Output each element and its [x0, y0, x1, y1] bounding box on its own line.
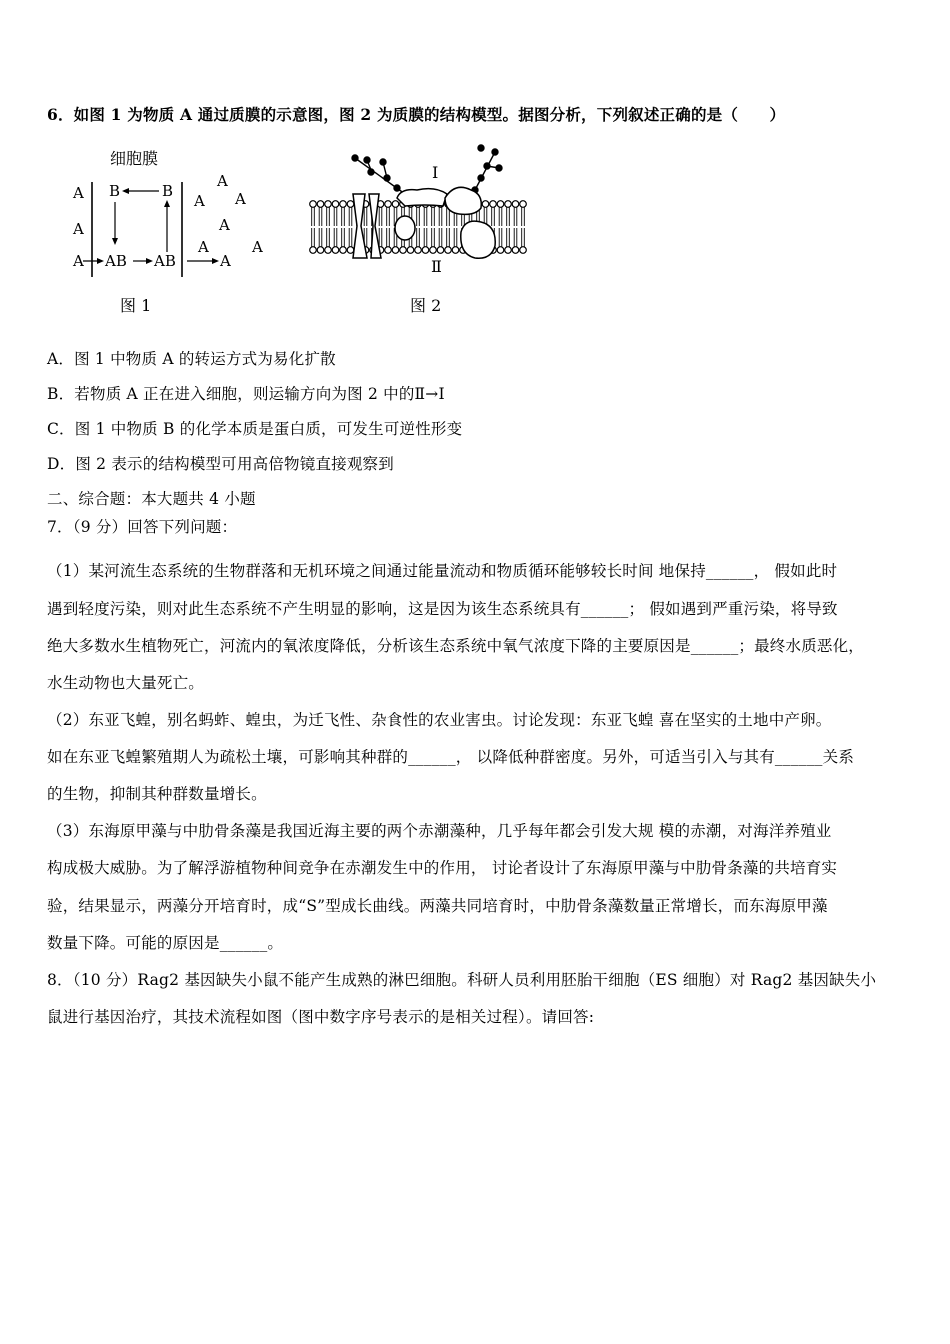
embedded-protein-small — [395, 216, 415, 240]
arrowhead-ab-to-ab — [146, 258, 153, 264]
lipid-head — [445, 247, 452, 254]
fig1-b-inner-right: B — [162, 182, 174, 200]
figure-2 — [305, 142, 535, 320]
lipid-head — [317, 247, 324, 254]
lipid-head — [310, 247, 317, 254]
arrowhead-ab-up — [164, 200, 170, 207]
fig1-a-right-2: A — [194, 192, 205, 210]
q7-line-10: 验，结果显示，两藻分开培育时，成“S”型成长曲线。两藻共同培育时，中肋骨条藻数量正常增长，而东海原甲藻 — [47, 897, 828, 915]
lipid-head — [512, 201, 519, 208]
section-heading: 二、综合题：本大题共 4 小题 — [47, 490, 256, 508]
q7-line-4: 水生动物也大量死亡。 — [47, 674, 205, 692]
fig1-a-right-5: A — [198, 238, 209, 256]
fig2-label-bottom: Ⅱ — [431, 257, 442, 276]
fig1-b-inner-left: B — [109, 182, 121, 200]
arrowhead-b-to-b — [122, 188, 129, 194]
lipid-head — [520, 201, 527, 208]
fig1-a-right-3: A — [235, 190, 246, 208]
fig1-a-left-2: A — [73, 220, 84, 238]
figure-1 — [62, 142, 282, 320]
lipid-head — [325, 201, 332, 208]
lipid-head — [340, 247, 347, 254]
lipid-head — [482, 201, 489, 208]
lipid-head — [415, 247, 422, 254]
q7-line-6: 如在东亚飞蝗繁殖期人为疏松土壤，可影响其种群的______， 以降低种群密度。另外，可适当引入与其有______关系 — [47, 748, 855, 766]
question-7-stem: 7．（9 分）回答下列问题： — [47, 518, 238, 536]
fig1-a-left-1: A — [73, 184, 84, 202]
lipid-head — [400, 247, 407, 254]
lipid-head — [497, 201, 504, 208]
lipid-head — [505, 201, 512, 208]
q7-line-2: 遇到轻度污染，则对此生态系统不产生明显的影响，这是因为该生态系统具有______； 假如遇到严重污染，将导致 — [47, 600, 838, 618]
option-d: D．图 2 表示的结构模型可用高倍物镜直接观察到 — [47, 455, 394, 473]
lipid-head — [407, 247, 414, 254]
option-c: C．图 1 中物质 B 的化学本质是蛋白质，可发生可逆性形变 — [47, 420, 463, 438]
fig1-ab-left: AB — [105, 252, 127, 270]
lipid-head — [310, 201, 317, 208]
transmembrane-protein-large — [461, 221, 495, 258]
lipid-head — [347, 201, 354, 208]
fig1-a-right-4: A — [219, 216, 230, 234]
q7-line-11: 数量下降。可能的原因是______。 — [47, 934, 284, 952]
peripheral-protein — [397, 189, 447, 206]
lipid-head — [385, 247, 392, 254]
lipid-head — [317, 201, 324, 208]
lipid-head — [332, 247, 339, 254]
figure-2-diagram — [305, 142, 535, 320]
q7-line-3: 绝大多数水生植物死亡，河流内的氧浓度降低，分析该生态系统中氧气浓度下降的主要原因是______；最终水质恶化， — [47, 637, 865, 655]
lipid-head — [497, 247, 504, 254]
lipid-head — [520, 247, 527, 254]
lipid-head — [430, 247, 437, 254]
lipid-head — [422, 247, 429, 254]
lipid-head — [340, 201, 347, 208]
q7-line-5: （2）东亚飞蝗，别名蚂蚱、蝗虫，为迁飞性、杂食性的农业害虫。讨论发现：东亚飞蝗 喜在坚实的土地中产卵。 — [47, 711, 832, 729]
lipid-head — [452, 247, 459, 254]
lipid-head — [437, 247, 444, 254]
fig1-caption: 图 1 — [120, 296, 152, 315]
lipid-head — [512, 247, 519, 254]
figure-1-diagram — [62, 142, 282, 320]
lipid-head — [505, 247, 512, 254]
q7-line-8: （3）东海原甲藻与中肋骨条藻是我国近海主要的两个赤潮藻种，几乎每年都会引发大规 模的赤潮，对海洋养殖业 — [47, 822, 832, 840]
lipid-head — [490, 201, 497, 208]
question-6-stem: 6．如图 1 为物质 A 通过质膜的示意图，图 2 为质膜的结构模型。据图分析，下列叙述正确的是（ ） — [47, 105, 786, 124]
arrowhead-a-out — [212, 258, 219, 264]
q7-line-9: 构成极大威胁。为了解浮游植物种间竞争在赤潮发生中的作用， 讨论者设计了东海原甲藻与中肋骨条藻的共培育实 — [47, 859, 838, 877]
option-a: A．图 1 中物质 A 的转运方式为易化扩散 — [47, 350, 336, 368]
lipid-head — [347, 247, 354, 254]
fig1-a-left-3: A — [73, 252, 84, 270]
lipid-head — [392, 201, 399, 208]
glycan-chain-left — [352, 155, 408, 197]
glycan-chain-right — [472, 145, 502, 193]
fig1-a-right-6: A — [252, 238, 263, 256]
lipid-head — [385, 201, 392, 208]
fig2-label-top: Ⅰ — [432, 163, 439, 182]
option-b: B．若物质 A 正在进入细胞，则运输方向为图 2 中的Ⅱ→Ⅰ — [47, 385, 445, 403]
fig2-caption: 图 2 — [410, 296, 442, 315]
arrowhead-b-down — [112, 238, 118, 245]
fig1-membrane-title: 细胞膜 — [110, 149, 159, 168]
lipid-head — [325, 247, 332, 254]
q8-line-2: 鼠进行基因治疗，其技术流程如图（图中数字序号表示的是相关过程）。请回答: — [47, 1008, 595, 1026]
lipid-head — [332, 201, 339, 208]
q7-line-7: 的生物，抑制其种群数量增长。 — [47, 785, 267, 803]
fig1-ab-right: AB — [154, 252, 176, 270]
fig1-a-right-1: A — [217, 172, 228, 190]
q8-line-1: 8．（10 分）Rag2 基因缺失小鼠不能产生成熟的淋巴细胞。科研人员利用胚胎干细胞（ES 细胞）对 Rag2 基因缺失小 — [47, 971, 877, 989]
q7-line-1: （1）某河流生态系统的生物群落和无机环境之间通过能量流动和物质循环能够较长时间 地保持______， 假如此时 — [47, 562, 838, 580]
arrowhead-a-in — [97, 258, 104, 264]
lipid-head — [392, 247, 399, 254]
fig1-a-out: A — [220, 252, 231, 270]
